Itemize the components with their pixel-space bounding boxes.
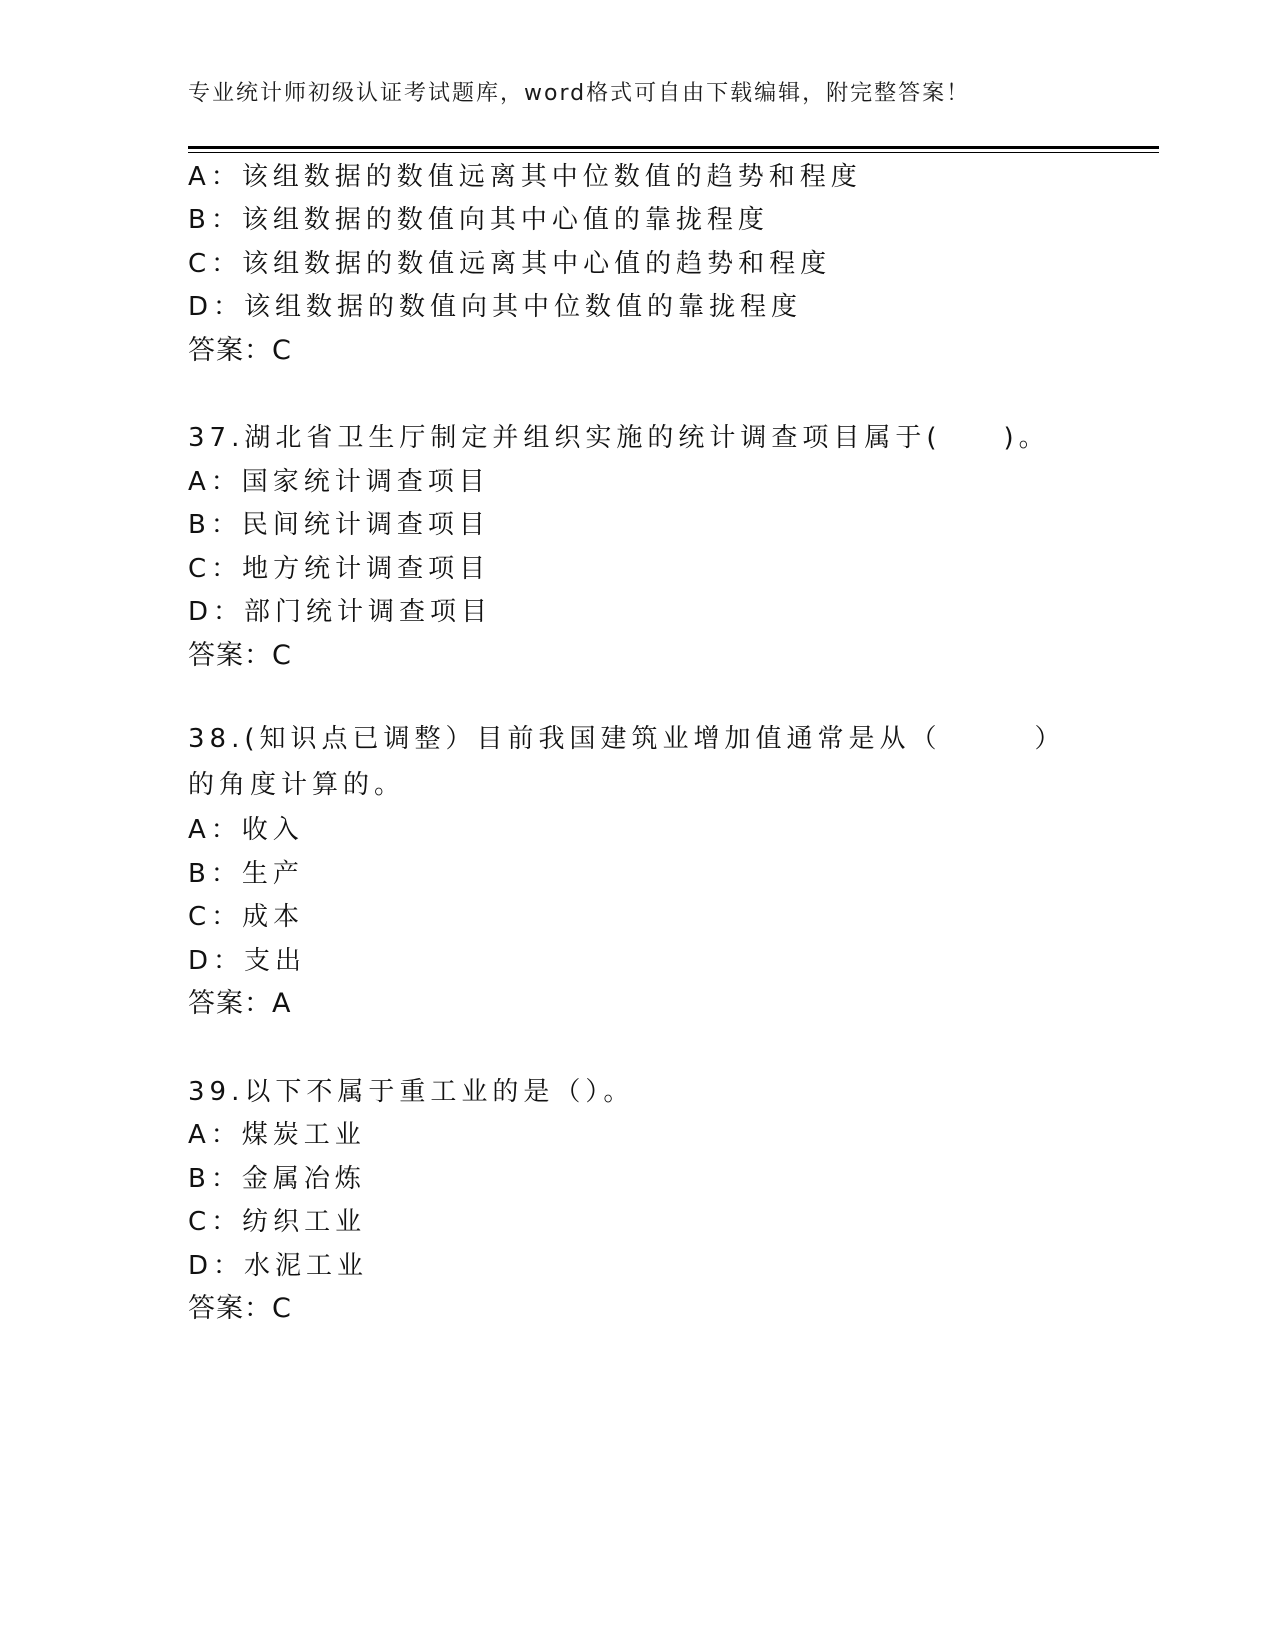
q39-option-b: B：金属冶炼 [188, 1164, 366, 1194]
q38-option-c: C：成本 [188, 902, 305, 932]
q37-answer: 答案：C [188, 640, 292, 671]
q39-option-d: D：水泥工业 [188, 1251, 369, 1281]
header-rule-thin [188, 152, 1159, 153]
q36-answer: 答案：C [188, 335, 292, 366]
q38-option-d: D：支出 [188, 946, 307, 976]
q39-answer: 答案：C [188, 1293, 292, 1324]
q38-stem: 38.(知识点已调整）目前我国建筑业增加值通常是从（ ）的角度计算的。 [188, 724, 1066, 800]
q37-option-c: C：地方统计调查项目 [188, 554, 491, 584]
q38-answer: 答案：A [188, 988, 292, 1019]
q37-option-a: A：国家统计调查项目 [188, 467, 490, 497]
q36-option-b: B：该组数据的数值向其中心值的靠拢程度 [188, 205, 769, 235]
q39-option-a: A：煤炭工业 [188, 1120, 366, 1150]
q37-option-b: B：民间统计调查项目 [188, 510, 490, 540]
page-header: 专业统计师初级认证考试题库，word格式可自由下载编辑，附完整答案！ [188, 81, 971, 106]
q38-option-b: B：生产 [188, 859, 304, 889]
q38-option-a: A：收入 [188, 815, 304, 845]
q36-option-a: A：该组数据的数值远离其中位数值的趋势和程度 [188, 162, 862, 192]
q37-option-d: D：部门统计调查项目 [188, 597, 493, 627]
header-rule-thick [188, 146, 1159, 149]
q37-stem: 37.湖北省卫生厅制定并组织实施的统计调查项目属于( )。 [188, 423, 1050, 453]
q36-option-c: C：该组数据的数值远离其中心值的趋势和程度 [188, 249, 832, 279]
q36-option-d: D：该组数据的数值向其中位数值的靠拢程度 [188, 292, 803, 322]
q39-stem: 39.以下不属于重工业的是（）。 [188, 1077, 635, 1107]
q39-option-c: C：纺织工业 [188, 1207, 367, 1237]
